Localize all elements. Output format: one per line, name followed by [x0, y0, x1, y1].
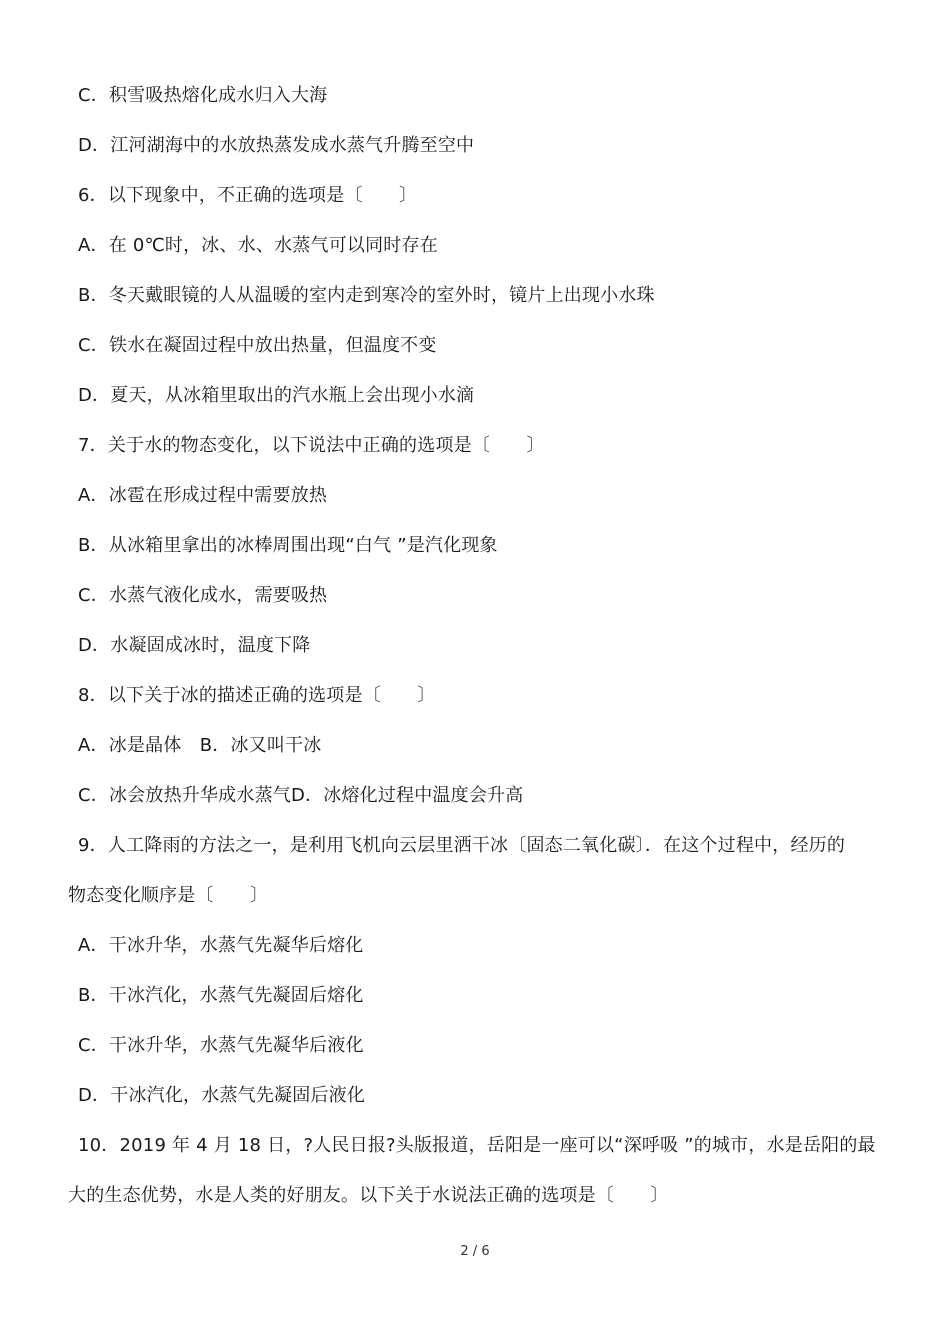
option-c: C．干冰升华，水蒸气先凝华后液化 — [78, 1035, 364, 1056]
option-d: D．水凝固成冰时，温度下降 — [78, 635, 311, 656]
option-d: D．江河湖海中的水放热蒸发成水蒸气升腾至空中 — [78, 135, 475, 156]
question-10-continued: 大的生态优势，水是人类的好朋友。以下关于水说法正确的选项是〔 〕 — [68, 1185, 669, 1206]
question-7: 7．关于水的物态变化，以下说法中正确的选项是〔 〕 — [78, 435, 545, 456]
option-d: D．干冰汽化，水蒸气先凝固后液化 — [78, 1085, 366, 1106]
option-cd: C．冰会放热升华成水蒸气D．冰熔化过程中温度会升高 — [78, 785, 524, 806]
option-a: A．在 0℃时，冰、水、水蒸气可以同时存在 — [78, 235, 438, 256]
option-b: B．干冰汽化，水蒸气先凝固后熔化 — [78, 985, 364, 1006]
question-9-continued: 物态变化顺序是〔 〕 — [68, 885, 269, 906]
question-6: 6．以下现象中，不正确的选项是〔 〕 — [78, 185, 418, 206]
option-a: A．干冰升华，水蒸气先凝华后熔化 — [78, 935, 364, 956]
option-b: B．从冰箱里拿出的冰棒周围出现“白气 ”是汽化现象 — [78, 535, 498, 556]
question-10: 10．2019 年 4 月 18 日，?人民日报?头版报道，岳阳是一座可以“深呼吸 ”的城市，水是岳阳的最 — [78, 1135, 876, 1156]
option-d: D．夏天，从冰箱里取出的汽水瓶上会出现小水滴 — [78, 385, 475, 406]
question-9: 9．人工降雨的方法之一，是利用飞机向云层里洒干冰〔固态二氧化碳〕．在这个过程中，经历的 — [78, 835, 846, 856]
option-b: B．冬天戴眼镜的人从温暖的室内走到寒冷的室外时，镜片上出现小水珠 — [78, 285, 655, 306]
option-c: C．铁水在凝固过程中放出热量，但温度不变 — [78, 335, 437, 356]
page-indicator: 2 / 6 — [460, 1244, 490, 1259]
question-8: 8．以下关于冰的描述正确的选项是〔 〕 — [78, 685, 436, 706]
option-c: C．积雪吸热熔化成水归入大海 — [78, 85, 328, 106]
option-a: A．冰雹在形成过程中需要放热 — [78, 485, 328, 506]
option-ab: A．冰是晶体 B．冰又叫干冰 — [78, 735, 322, 756]
option-c: C．水蒸气液化成水，需要吸热 — [78, 585, 328, 606]
